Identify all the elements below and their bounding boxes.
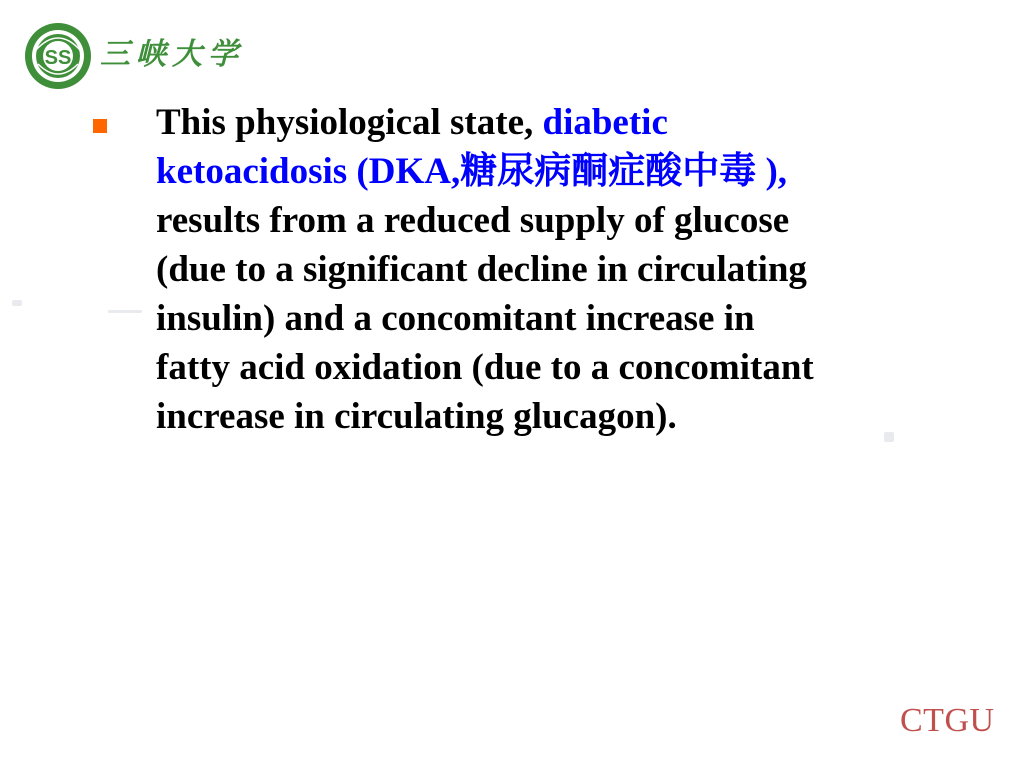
paragraph-body: results from a reduced supply of glucose (due to a significant decline in circulating insulin) and a concomitant increase in fatty acid oxidation (due to a concomitant increase in circulating glucagon). bbox=[156, 200, 814, 437]
svg-text:SS: SS bbox=[44, 47, 72, 69]
university-name-calligraphy: 三峡大学 bbox=[100, 37, 244, 72]
footer-logo-text: CTGU bbox=[900, 702, 995, 739]
background-speck bbox=[108, 310, 142, 313]
university-logo bbox=[22, 20, 252, 92]
paragraph-intro: This physiological state, bbox=[156, 102, 543, 143]
bullet-square-icon bbox=[93, 119, 107, 133]
highlighted-term: diabetic ketoacidosis (DKA,糖尿病酮症酸中毒 ), bbox=[156, 102, 788, 192]
background-speck bbox=[12, 300, 22, 306]
bullet-paragraph bbox=[156, 98, 986, 441]
university-seal-icon bbox=[25, 23, 91, 89]
